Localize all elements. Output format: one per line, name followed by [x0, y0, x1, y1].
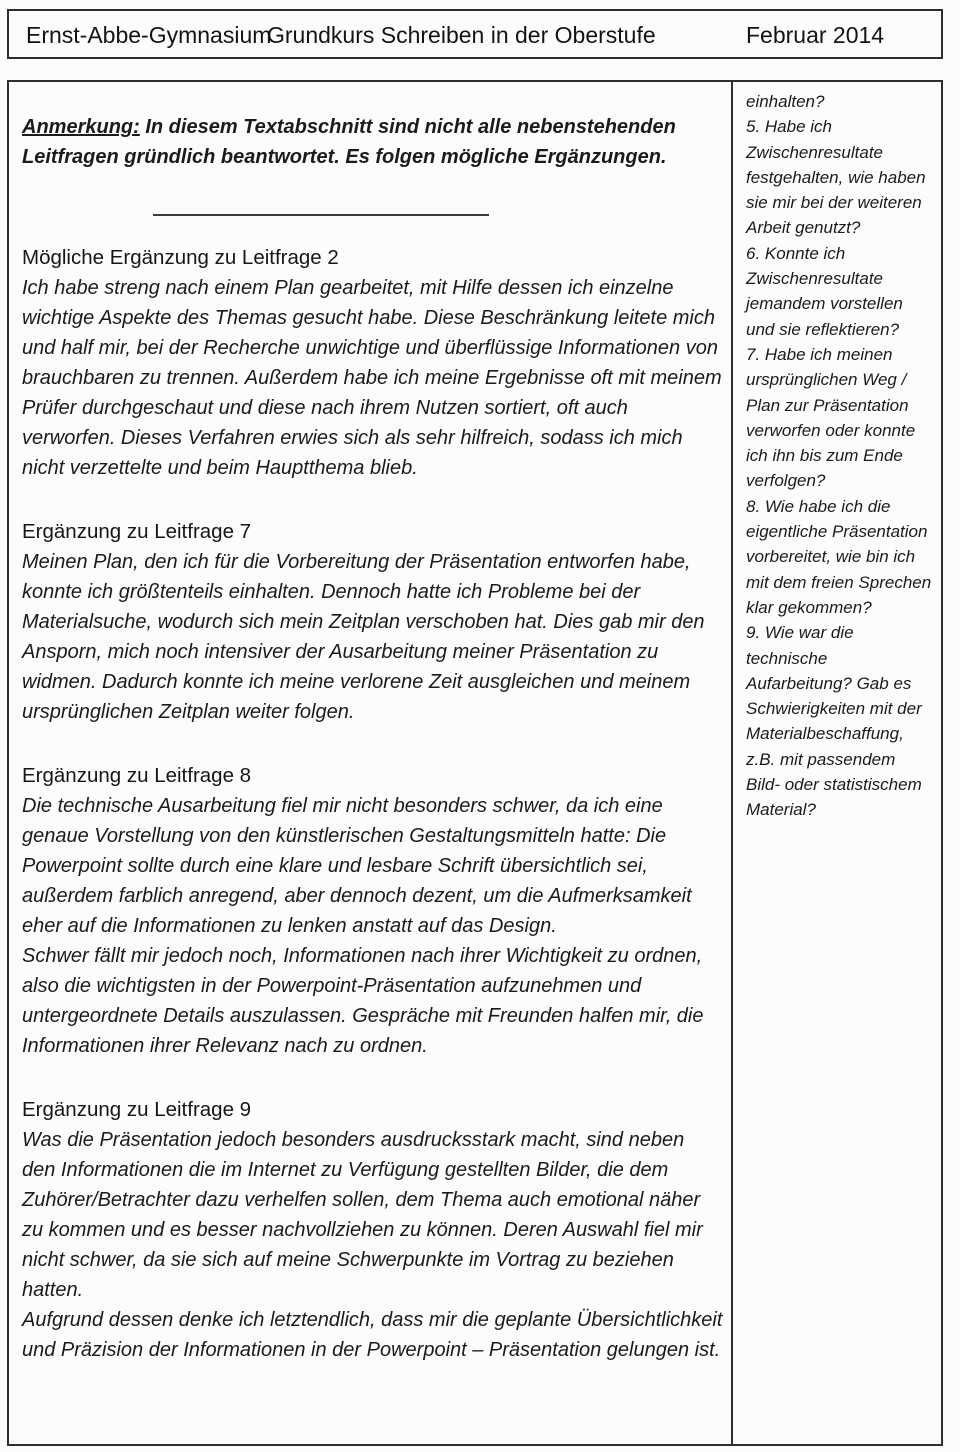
note-label: Anmerkung: — [22, 116, 140, 138]
course-title: Grundkurs Schreiben in der Oberstufe — [267, 22, 656, 48]
editor-note — [22, 112, 702, 172]
sidebar-question-8: 8. Wie habe ich die eigentliche Präsentation vorbereitet, wie bin ich mit dem freien Sprechen klar gekommen? — [746, 496, 932, 617]
content-table — [7, 80, 943, 1446]
section-paragraph: Aufgrund dessen denke ich letztendlich, dass mir die geplante Übersichtlichkeit und Präzision der Informationen in der Powerpoint – Präsentation gelungen ist. — [22, 1309, 723, 1361]
section-paragraph: Was die Präsentation jedoch besonders ausdrucksstark macht, sind neben den Informationen die im Internet zu Verfügung gestellten Bilder, die dem Zuhörer/Betrachter dazu verhelfen sollen, dem Thema auch emotional näher zu kommen und es besser nachvollziehen zu können. Deren Auswahl fiel mir nicht schwer, da sie sich auf meine Schwerpunkte im Vortrag zu beziehen hatten. — [22, 1129, 703, 1301]
sidebar-question-4-tail: einhalten? — [746, 92, 825, 111]
document-date: Februar 2014 — [746, 22, 885, 48]
main-text-cell — [9, 82, 731, 1444]
section-heading-leitfrage-9: Ergänzung zu Leitfrage 9 — [22, 1098, 252, 1121]
sidebar-question-9: 9. Wie war die technische Aufarbeitung? Gab es Schwierigkeiten mit der Materialbeschaffung, z.B. mit passendem Bild- oder statistischem Material? — [746, 623, 922, 820]
note-text: In diesem Textabschnitt sind nicht alle nebenstehenden Leitfragen gründlich beantwortet. Es folgen mögliche Ergänzungen. — [22, 116, 676, 168]
document-header — [7, 9, 943, 59]
section-paragraph: Ich habe streng nach einem Plan gearbeitet, mit Hilfe dessen ich einzelne wichtige Aspekte des Themas gesucht habe. Diese Beschränkung leitete mich und half mir, bei der Recherche unwichtige und überflüssige Informationen von brauchbaren zu trennen. Außerdem habe ich meine Ergebnisse oft mit meinem Prüfer durchgeschaut und diese nach ihrem Nutzen sortiert, oft auch verworfen. Dieses Verfahren erwies sich als sehr hilfreich, sodass ich mich nicht verzettelte und beim Hauptthema blieb. — [22, 277, 722, 479]
guiding-questions-sidebar — [731, 82, 941, 1444]
divider-line — [153, 214, 489, 216]
section-heading-leitfrage-2: Mögliche Ergänzung zu Leitfrage 2 — [22, 246, 339, 269]
section-paragraph: Meinen Plan, den ich für die Vorbereitung der Präsentation entworfen habe, konnte ich größtenteils einhalten. Dennoch hatte ich Probleme bei der Materialsuche, wodurch sich mein Zeitplan verschoben hat. Dies gab mir den Ansporn, mich noch intensiver der Ausarbeitung meiner Präsentation zu widmen. Dadurch konnte ich meine verlorene Zeit ausgleichen und meinem ursprünglichen Zeitplan weiter folgen. — [22, 551, 705, 723]
section-heading-leitfrage-7: Ergänzung zu Leitfrage 7 — [22, 520, 252, 543]
school-name: Ernst-Abbe-Gymnasium — [26, 22, 272, 48]
sidebar-question-5: 5. Habe ich Zwischenresultate festgehalten, wie haben sie mir bei der weiteren Arbeit genutzt? — [746, 117, 926, 238]
sidebar-question-6: 6. Konnte ich Zwischenresultate jemandem vorstellen und sie reflektieren? — [746, 243, 903, 339]
section-heading-leitfrage-8: Ergänzung zu Leitfrage 8 — [22, 764, 252, 787]
section-paragraph: Schwer fällt mir jedoch noch, Informationen nach ihrer Wichtigkeit zu ordnen, also die wichtigsten in der Powerpoint-Präsentation aufzunehmen und untergeordnete Details auszulassen. Gespräche mit Freunden halfen mir, die Informationen ihrer Relevanz nach zu ordnen. — [22, 945, 704, 1057]
sidebar-question-7: 7. Habe ich meinen ursprünglichen Weg / Plan zur Präsentation verworfen oder konnte ich ihn bis zum Ende verfolgen? — [746, 344, 916, 491]
section-paragraph: Die technische Ausarbeitung fiel mir nicht besonders schwer, da ich eine genaue Vorstellung von den künstlerischen Gestaltungsmitteln hatte: Die Powerpoint sollte durch eine klare und lesbare Schrift übersichtlich sei, außerdem farblich anregend, aber dennoch dezent, um die Aufmerksamkeit eher auf die Informationen zu lenken anstatt auf das Design. — [22, 795, 692, 937]
